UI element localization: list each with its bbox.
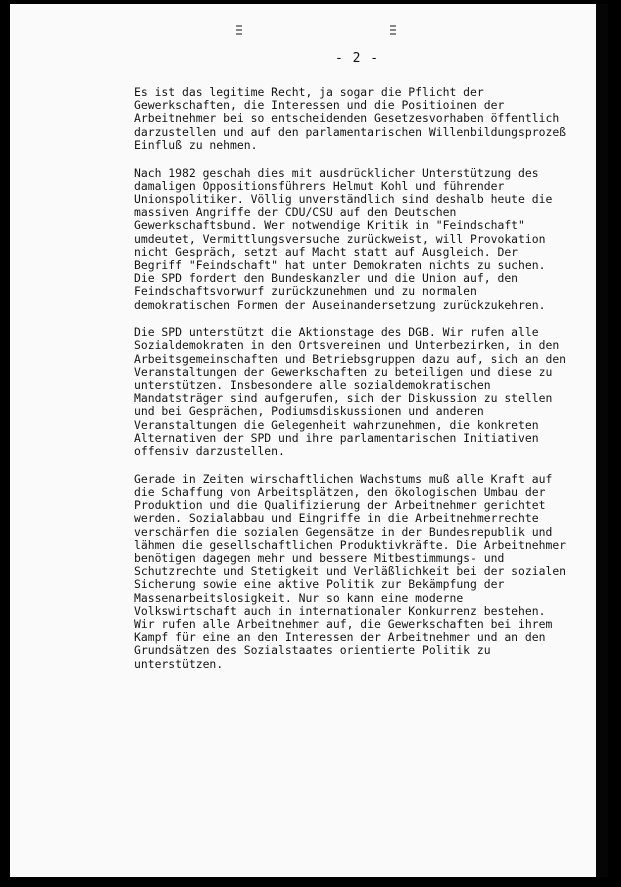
- text-line: Die SPD fordert den Bundeskanzler und die Union auf, den: [134, 271, 519, 286]
- text-line: Unionspolitiker. Völlig unverständlich sind deshalb heute die: [134, 191, 553, 206]
- punch-mark-left: [236, 23, 242, 35]
- text-line: Alternativen der SPD und ihre parlamentarischen Initiativen: [134, 430, 539, 445]
- text-line: verschärfen die sozialen Gegensätze in der Bundesrepublik und: [134, 524, 553, 539]
- document-body: [134, 86, 582, 685]
- text-line: Veranstaltungen die Gelegenheit wahrzunehmen, die konkreten: [134, 417, 539, 432]
- text-line: Wir rufen alle Arbeitnehmer auf, die Gewerkschaften bei ihrem: [134, 617, 553, 632]
- text-line: Gewerkschaftsbund. Wer notwendige Kritik in "Feindschaft": [134, 218, 525, 233]
- text-line: und bei Gesprächen, Podiumsdiskussionen und anderen: [134, 404, 484, 419]
- text-line: Sozialdemokraten in den Ortsvereinen und Unterbezirken, in den: [134, 338, 560, 353]
- text-line: lähmen die gesellschaftlichen Produktivkräfte. Die Arbeitnehmer: [134, 537, 567, 552]
- text-line: Grundsätzen des Sozialstaates orientierte Politik zu: [134, 643, 491, 658]
- scan-punch-marks: [236, 22, 396, 36]
- text-line: offensiv darzustellen.: [134, 444, 285, 459]
- text-line: nicht Gespräch, setzt auf Macht statt auf Ausgleich. Der: [134, 244, 519, 259]
- text-line: die Schaffung von Arbeitsplätzen, den ökologischen Umbau der: [134, 484, 546, 499]
- paragraph: [134, 326, 582, 458]
- text-line: Mandatsträger sind aufgerufen, sich der Diskussion zu stellen: [134, 391, 553, 406]
- text-line: Die SPD unterstützt die Aktionstage des DGB. Wir rufen alle: [134, 325, 539, 340]
- text-line: werden. Sozialabbau und Eingriffe in die Arbeitnehmerrechte: [134, 511, 539, 526]
- text-line: unterstützen. Insbesondere alle sozialdemokratischen: [134, 378, 491, 393]
- text-line: Produktion und die Qualifizierung der Arbeitnehmer gerichtet: [134, 498, 546, 513]
- text-line: Einfluß zu nehmen.: [134, 137, 258, 152]
- paragraph: [134, 167, 582, 312]
- text-line: massiven Angriffe der CDU/CSU auf den Deutschen: [134, 205, 457, 220]
- text-line: benötigen dagegen mehr und bessere Mitbestimmungs- und: [134, 551, 505, 565]
- text-line: unterstützen.: [134, 656, 224, 671]
- text-line: Schutzrechte und Stetigkeit und Verläßlichkeit bei der sozialen: [134, 564, 567, 579]
- paragraph: [134, 86, 582, 152]
- text-line: darzustellen und auf den parlamentarischen Willenbildungsprozeß: [134, 124, 567, 139]
- text-line: Begriff "Feindschaft" hat unter Demokraten nichts zu suchen.: [134, 257, 546, 272]
- text-line: Arbeitnehmer bei so entscheidenden Gesetzesvorhaben öffentlich: [134, 111, 560, 126]
- document-page: [10, 4, 608, 877]
- text-line: Feindschaftsvorwurf zurückzunehmen und zu normalen: [134, 284, 477, 299]
- text-line: Volkswirtschaft auch in internationaler Konkurrenz bestehen.: [134, 603, 546, 618]
- text-line: damaligen Oppositionsführers Helmut Kohl und führender: [134, 178, 505, 193]
- page-number: - 2 -: [335, 51, 380, 66]
- text-line: Gewerkschaften, die Interessen und die Positioinen der: [134, 98, 505, 113]
- text-line: Gerade in Zeiten wirschaftlichen Wachstums muß alle Kraft auf: [134, 471, 553, 486]
- text-line: Kampf für eine an den Interessen der Arbeitnehmer und an den: [134, 630, 546, 645]
- text-line: Nach 1982 geschah dies mit ausdrücklicher Unterstützung des: [134, 165, 539, 180]
- text-line: Sicherung sowie eine aktive Politik zur Bekämpfung der: [134, 577, 505, 592]
- paragraph: [134, 473, 582, 671]
- text-line: Veranstaltungen der Gewerkschaften zu beteiligen und diese zu: [134, 364, 553, 379]
- punch-mark-right: [390, 23, 396, 35]
- text-line: Arbeitsgemeinschaften und Betriebsgruppen dazu auf, sich an den: [134, 351, 567, 366]
- text-line: demokratischen Formen der Auseinandersetzung zurückzukehren.: [134, 297, 546, 312]
- text-line: Massenarbeitslosigkeit. Nur so kann eine moderne: [134, 590, 464, 605]
- text-line: Es ist das legitime Recht, ja sogar die Pflicht der: [134, 85, 484, 99]
- scan-border: [596, 4, 608, 877]
- text-line: umdeutet, Vermittlungsversuche zurückweist, will Provokation: [134, 231, 546, 246]
